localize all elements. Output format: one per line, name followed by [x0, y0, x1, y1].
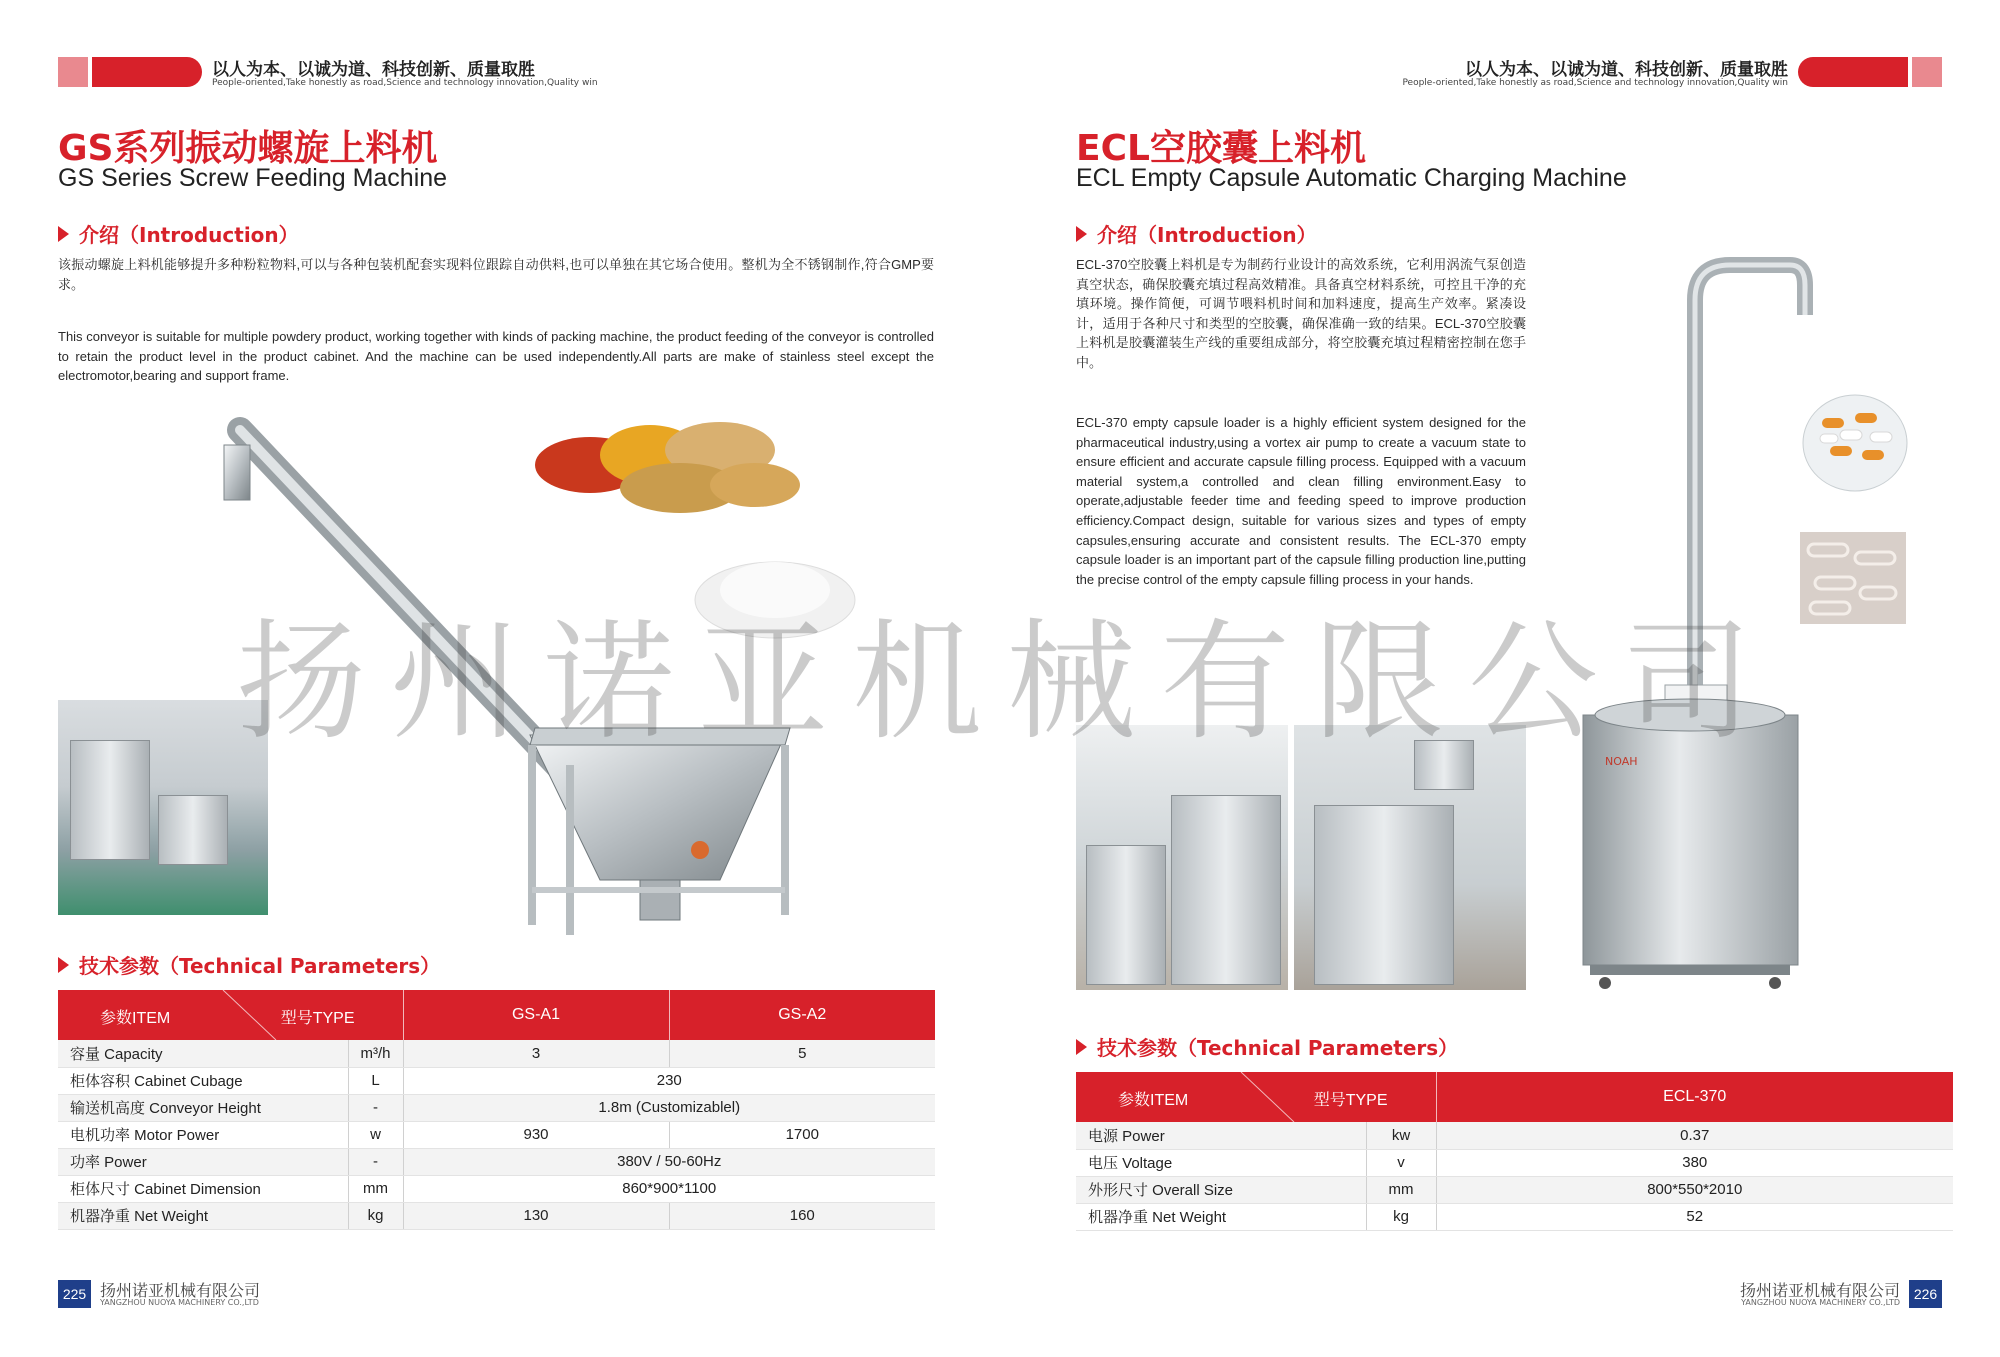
header-bar	[1798, 57, 1908, 87]
header-bar	[92, 57, 202, 87]
product-title-cn: GS系列振动螺旋上料机	[58, 128, 438, 169]
triangle-icon	[58, 226, 69, 242]
page-number: 225	[58, 1280, 91, 1308]
model-header: GS-A1	[403, 990, 669, 1040]
table-header-row	[58, 990, 935, 1040]
table-row: 机器净重 Net Weight kg 130 160	[58, 1202, 935, 1229]
motto-cn: 以人为本、以诚为道、科技创新、质量取胜	[212, 60, 535, 80]
footer-company-cn: 扬州诺亚机械有限公司	[100, 1281, 261, 1300]
table-row: 容量 Capacity m³/h 3 5	[58, 1040, 935, 1067]
factory-photo	[1294, 725, 1526, 990]
table-row: 功率 Power - 380V / 50-60Hz	[58, 1148, 935, 1175]
spice-powder-image	[530, 410, 810, 520]
table-row: 输送机高度 Conveyor Height - 1.8m (Customizablel)	[58, 1094, 935, 1121]
params-heading: 技术参数（Technical Parameters）	[58, 950, 440, 979]
white-powder-image	[690, 545, 860, 645]
motto-en: People-oriented,Take honestly as road,Science and technology innovation,Quality win	[212, 78, 598, 88]
capsule-dish-image	[1800, 388, 1910, 498]
page-number: 226	[1909, 1280, 1942, 1308]
motto-cn: 以人为本、以诚为道、科技创新、质量取胜	[1465, 60, 1788, 80]
footer-company-en: YANGZHOU NUOYA MACHINERY CO.,LTD	[100, 1298, 259, 1307]
header-square	[1912, 57, 1942, 87]
installation-photo	[58, 700, 268, 915]
table-header-row	[1076, 1072, 1953, 1122]
empty-capsule-image	[1800, 532, 1906, 624]
model-header: ECL-370	[1436, 1072, 1953, 1122]
triangle-icon	[1076, 1039, 1087, 1055]
intro-heading: 介绍（Introduction）	[58, 219, 299, 248]
product-title-en: GS Series Screw Feeding Machine	[58, 164, 448, 192]
footer-company-en: YANGZHOU NUOYA MACHINERY CO.,LTD	[1741, 1298, 1900, 1307]
product-title-en: ECL Empty Capsule Automatic Charging Machine	[1076, 164, 1627, 192]
motto-en: People-oriented,Take honestly as road,Science and technology innovation,Quality win	[1402, 78, 1788, 88]
footer-company-cn: 扬州诺亚机械有限公司	[1739, 1281, 1900, 1300]
company-watermark: 扬州诺亚机械有限公司	[236, 606, 1777, 758]
item-type-header: 参数ITEM 型号TYPE	[1076, 1072, 1436, 1122]
table-row: 机器净重 Net Weight kg 52	[1076, 1203, 1953, 1230]
intro-heading: 介绍（Introduction）	[1076, 219, 1317, 248]
item-type-header: 参数ITEM 型号TYPE	[58, 990, 403, 1040]
product-title-cn: ECL空胶囊上料机	[1076, 128, 1366, 169]
model-header: GS-A2	[669, 990, 935, 1040]
table-row: 电源 Power kw 0.37	[1076, 1122, 1953, 1149]
intro-text-cn: 该振动螺旋上料机能够提升多种粉粒物料,可以与各种包装机配套实现料位跟踪自动供料,也可以单独在其它场合使用。整机为全不锈钢制作,符合GMP要求。	[58, 257, 934, 292]
header-square	[58, 57, 88, 87]
intro-text-en: This conveyor is suitable for multiple powdery product, working together with kinds of packing machine, the product feeding of the conveyor is controlled to retain the product level in the product cabinet. And the machine can be used independently.All parts are make of stainless steel except the electromotor,bearing and support frame.	[58, 329, 934, 384]
intro-text-cn: ECL-370空胶囊上料机是专为制药行业设计的高效系统，它利用涡流气泵创造真空状态，确保胶囊充填过程高效精准。具备真空材料系统，可控且干净的充填环境。操作简便，可调节喂料机时间和加料速度，提高生产效率。紧凑设计，适用于各种尺寸和类型的空胶囊，确保准确一致的结果。ECL-370空胶囊上料机是胶囊灌装生产线的重要组成部分，将空胶囊充填过程精密控制在您手中。	[1076, 257, 1526, 370]
triangle-icon	[58, 957, 69, 973]
right-page	[1000, 0, 2000, 1357]
table-row: 柜体容积 Cabinet Cubage L 230	[58, 1067, 935, 1094]
triangle-icon	[1076, 226, 1087, 242]
factory-photo	[1076, 725, 1288, 990]
table-row: 外形尺寸 Overall Size mm 800*550*2010	[1076, 1176, 1953, 1203]
capsule-loader-image	[1575, 245, 1815, 990]
table-row: 柜体尺寸 Cabinet Dimension mm 860*900*1100	[58, 1175, 935, 1202]
intro-text-en: ECL-370 empty capsule loader is a highly efficient system designed for the pharmaceutical industry,using a vortex air pump to create a vacuum state to ensure efficient and accurate capsule filling process. Equipped with a vacuum material system,a controlled and clean filling environment.Easy to operate,adjustable feeder time and feeding speed to improve production efficiency.Compact design, suitable for various sizes and types of empty capsules,ensuring accurate and consistent results. The ECL-370 empty capsule loader is an important part of the capsule filling production line,putting the precise control of the empty capsule filling process in your hands.	[1076, 415, 1526, 587]
parameter-table	[58, 990, 935, 1230]
table-row: 电压 Voltage v 380	[1076, 1149, 1953, 1176]
table-row: 电机功率 Motor Power w 930 1700	[58, 1121, 935, 1148]
svg-text:NOAH: NOAH	[1605, 755, 1638, 768]
params-heading: 技术参数（Technical Parameters）	[1076, 1032, 1458, 1061]
parameter-table	[1076, 1072, 1953, 1231]
